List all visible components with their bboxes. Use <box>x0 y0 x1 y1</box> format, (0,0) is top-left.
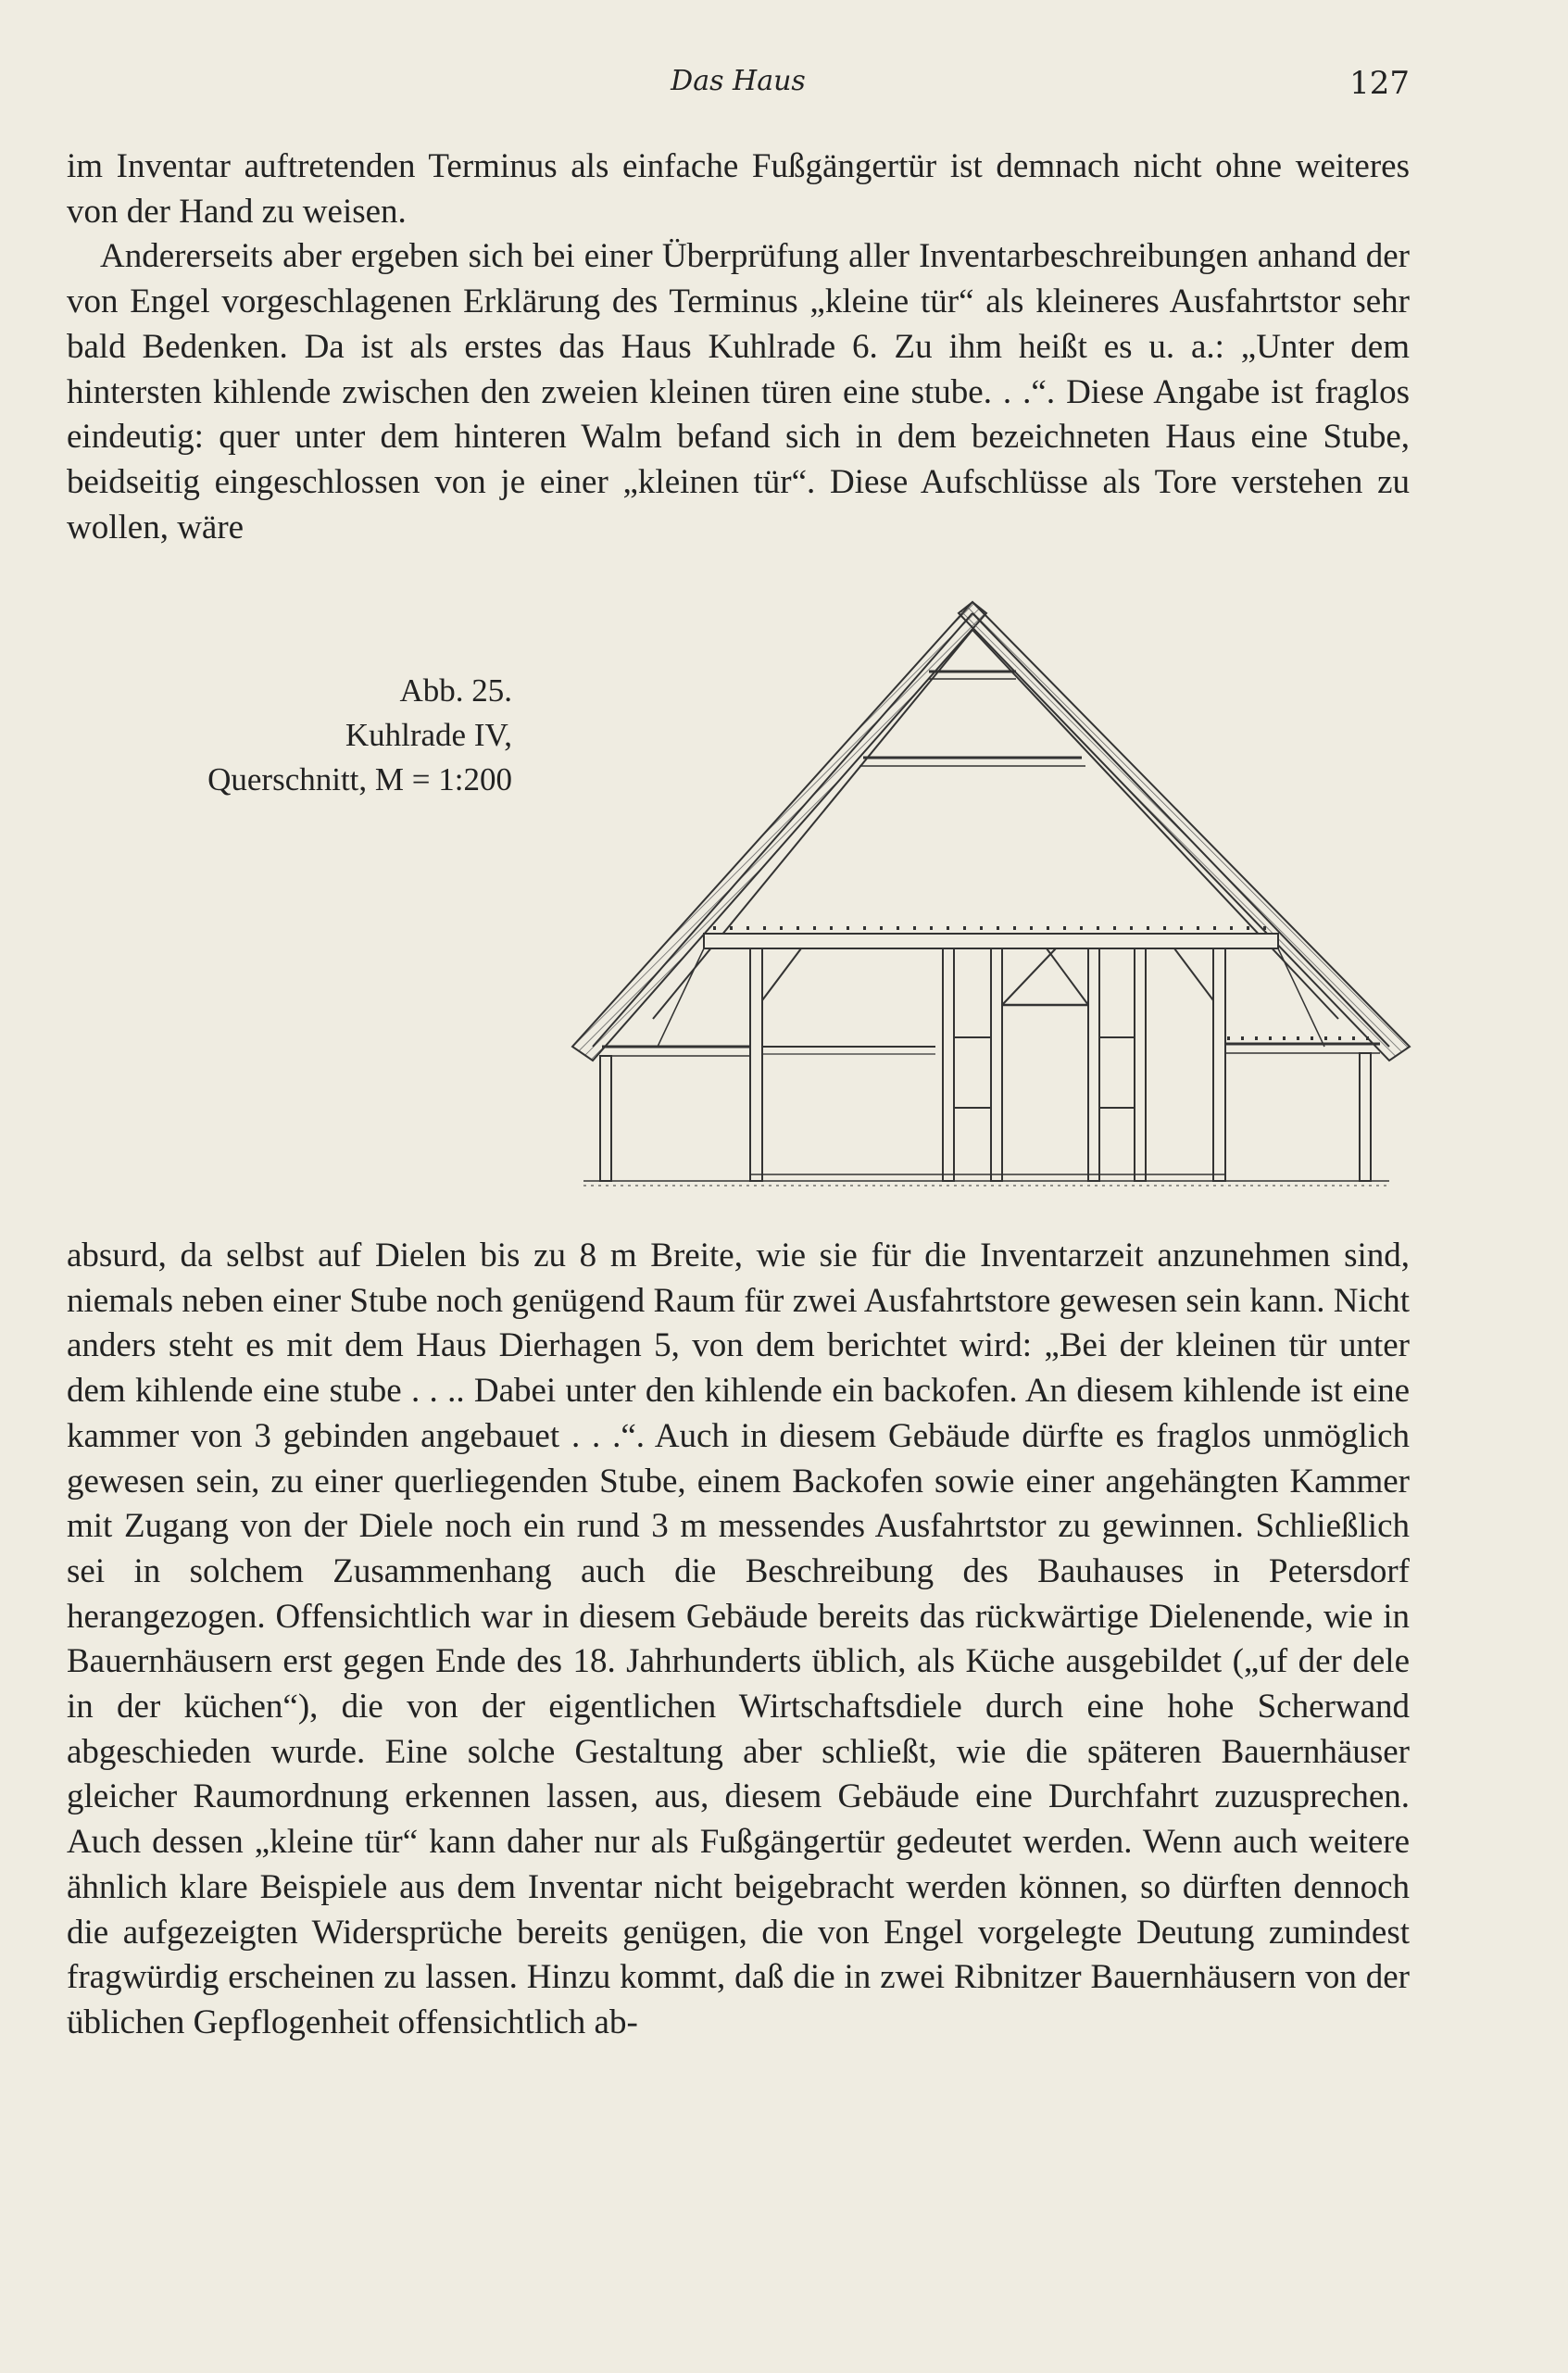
roof-thatch-right <box>959 602 1410 1061</box>
cross-section-drawing <box>565 593 1417 1204</box>
main-post-left <box>750 948 762 1181</box>
running-title: Das Haus <box>671 65 806 97</box>
brace-center-right <box>1047 948 1088 1005</box>
figure-caption-number: Abb. 25. <box>399 672 512 709</box>
brace-center-left <box>1002 948 1056 1005</box>
door-post-2 <box>991 948 1002 1181</box>
paragraph-3: absurd, da selbst auf Dielen bis zu 8 m Breite, wie sie für die Inventarzeit anzunehmen sind, niemals neben einer Stube noch genügend Raum für zwei Ausfahrtstore gewesen sein kann. Nicht anders steht es mit dem Haus Dierhagen 5, von dem berichtet wird: „Bei der kleinen tür unter dem kihlende eine stube . . .. Dabei unter den kihlende ein backofen. An diesem kihlende ist eine kammer von 3 gebinden angebauet . . .“. Auch in diesem Gebäude dürfte es fraglos unmöglich gewesen sein, zu einer querliegenden Stube, einem Backofen sowie einer angehängten Kammer mit Zugang von der Diele noch ein rund 3 m messendes Ausfahrtstor zu gewinnen. Schließlich sei in solchem Zusammenhang auch die Beschreibung des Bauhauses in Petersdorf herangezogen. Offensichtlich war in diesem Gebäude bereits das rückwärtige Dielenende, wie in Bauernhäusern erst gegen Ende des 18. Jahrhunderts üblich, als Küche ausgebildet („uf der dele in der küchen“), die von der eigentlichen Wirtschaftsdiele durch eine hohe Scherwand abgeschieden wurde. Eine solche Gestaltung aber schließt, wie die späteren Bauernhäuser gleicher Raumordnung erkennen lassen, aus, diesem Gebäude eine Durchfahrt zuzusprechen. Auch dessen „kleine tür“ kann daher nur als Fußgängertür gedeutet werden. Wenn auch weitere ähnlich klare Beispiele aus dem Inventar nicht beigebracht werden können, so dürften dennoch die aufgezeigten Widersprüche bereits genügen, die von Engel vorgelegte Deutung zumindest fragwürdig erscheinen zu lassen. Hinzu kommt, daß die in zwei Ribnitzer Bauernhäusern von der üblichen Gepflogenheit offensichtlich ab- <box>67 1237 1410 2041</box>
rafter-left <box>593 613 972 1047</box>
figure-caption-scale: Querschnitt, M = 1:200 <box>207 761 512 797</box>
door-post-1 <box>943 948 954 1181</box>
main-post-right <box>1213 948 1225 1181</box>
text-block-top <box>67 144 1410 550</box>
page-number: 127 <box>1349 65 1410 102</box>
outer-post-right <box>1360 1053 1371 1181</box>
text-block-bottom <box>67 1234 1410 2046</box>
door-post-4 <box>1135 948 1146 1181</box>
figure-caption <box>207 669 512 802</box>
brace-left <box>762 948 801 1000</box>
figure-caption-title: Kuhlrade IV, <box>345 717 512 753</box>
roof-thatch-left <box>572 602 986 1061</box>
paragraph-1: im Inventar auftretenden Terminus als einfache Fußgängertür ist demnach nicht ohne weiteres von der Hand zu weisen. <box>67 147 1410 231</box>
paragraph-2: Andererseits aber ergeben sich bei einer Überprüfung aller Inventarbeschreibungen anhand der von Engel vorgeschlagenen Erklärung des Terminus „kleine tür“ als kleineres Ausfahrtstor sehr bald Bedenken. Da ist als erstes das Haus Kuhlrade 6. Zu ihm heißt es u. a.: „Unter dem hintersten kihlende zwischen den zweien kleinen türen eine stube. . .“. Diese Angabe ist fraglos eindeutig: quer unter dem hinteren Walm befand sich in dem bezeichneten Haus eine Stube, beidseitig eingeschlossen von je einer „kleinen tür“. Diese Aufschlüsse als Tore verstehen zu wollen, wäre <box>67 237 1410 546</box>
rafter-inner-left <box>653 630 972 1019</box>
cross-section-figure <box>565 593 1417 1204</box>
outer-post-left <box>600 1056 611 1181</box>
door-post-3 <box>1088 948 1099 1181</box>
page-header <box>67 65 1410 111</box>
rafter-right <box>972 613 1389 1047</box>
tie-beam <box>704 934 1278 948</box>
brace-right <box>1174 948 1213 1000</box>
